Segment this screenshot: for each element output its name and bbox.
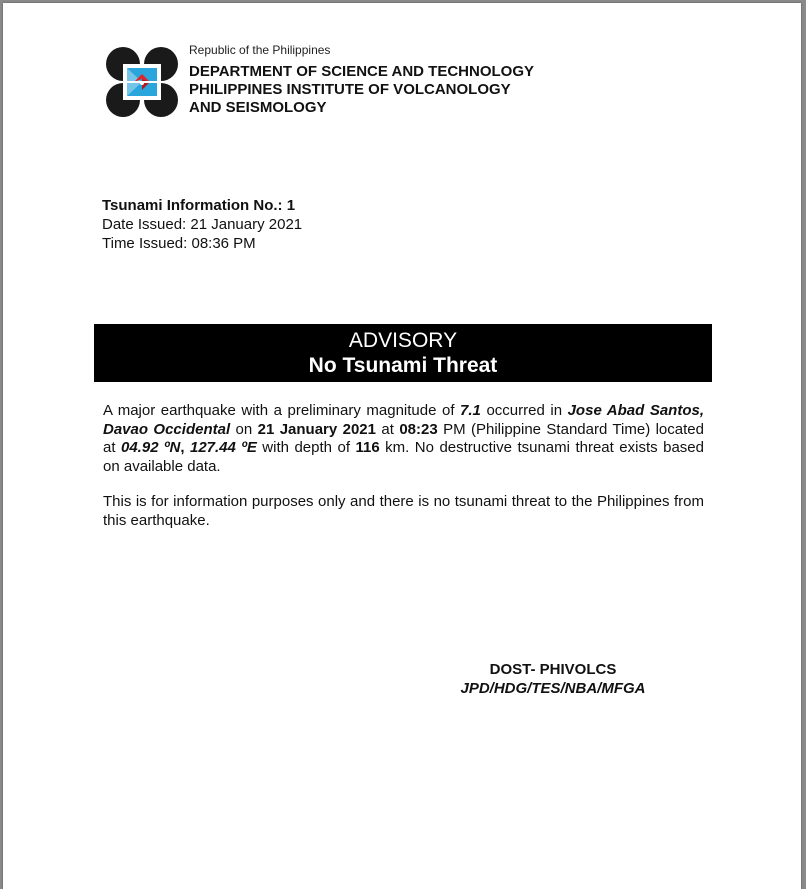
agency-name-line-1: DEPARTMENT OF SCIENCE AND TECHNOLOGY xyxy=(189,63,535,80)
epicenter-location: Jose Abad Santos, Davao Occidental xyxy=(103,402,704,438)
letterhead xyxy=(189,44,534,117)
date-issued: Date Issued: 21 January 2021 xyxy=(102,216,303,233)
text-segment: PM (Philippine Standard Time) located at xyxy=(103,420,704,456)
phivolcs-logo xyxy=(105,46,179,118)
advisory-body xyxy=(103,402,704,547)
agency-name-line-2: PHILIPPINES INSTITUTE OF VOLCANOLOGY xyxy=(189,81,511,98)
information-purpose-paragraph: This is for information purposes only and there is no tsunami threat to the Philippines from this earthquake. xyxy=(103,493,704,529)
document-page xyxy=(3,3,801,889)
depth-value: 116 xyxy=(355,439,380,456)
text-segment: , xyxy=(180,439,190,456)
event-date: 21 January 2021 xyxy=(257,420,376,438)
latitude-value: 04.92 ºN xyxy=(121,439,181,456)
signature-initials: JPD/HDG/TES/NBA/MFGA xyxy=(460,680,646,697)
text-segment: at xyxy=(376,420,400,438)
agency-name-line-3: AND SEISMOLOGY xyxy=(189,99,327,116)
republic-label: Republic of the Philippines xyxy=(189,43,331,57)
text-segment: km. No destructive tsunami threat exists based on available data. xyxy=(103,439,704,475)
advisory-title: ADVISORY xyxy=(348,329,458,352)
time-issued: Time Issued: 08:36 PM xyxy=(102,235,256,252)
earthquake-details-paragraph xyxy=(103,402,704,476)
signature-org: DOST- PHIVOLCS xyxy=(489,661,617,678)
longitude-value: 127.44 ºE xyxy=(189,439,257,456)
magnitude-value: 7.1 xyxy=(460,402,481,419)
advisory-subtitle: No Tsunami Threat xyxy=(308,354,498,377)
text-segment: A major earthquake with a preliminary magnitude of xyxy=(103,402,461,419)
bulletin-info xyxy=(102,196,302,253)
text-segment: on xyxy=(230,420,258,438)
bulletin-number: Tsunami Information No.: 1 xyxy=(102,197,296,214)
text-segment: with depth of xyxy=(256,439,356,456)
event-time: 08:23 xyxy=(399,420,438,438)
signature-block xyxy=(443,660,663,698)
advisory-banner xyxy=(94,324,712,382)
text-segment: occurred in xyxy=(480,402,568,419)
